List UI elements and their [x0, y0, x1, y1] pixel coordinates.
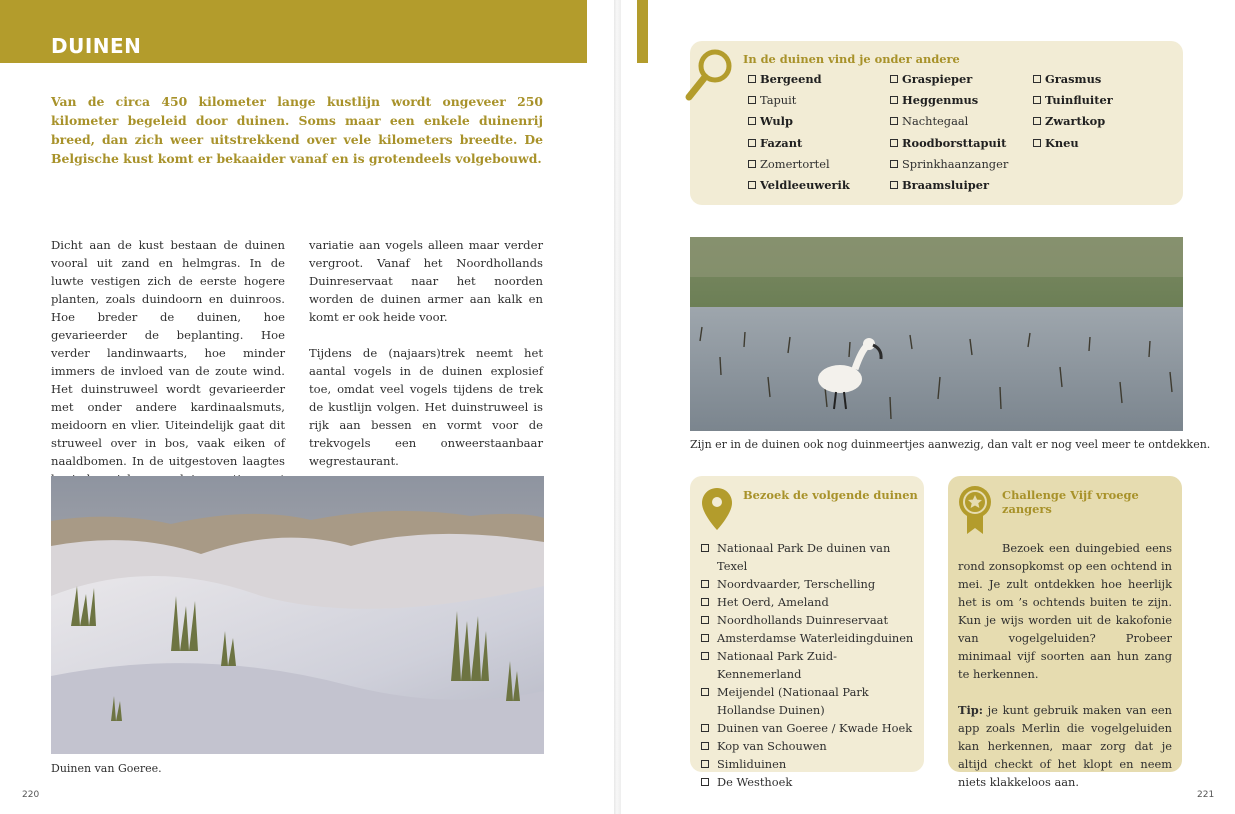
bird-name: Graspieper — [902, 72, 973, 86]
visit-item-label: Simliduinen — [717, 757, 787, 771]
checkbox-icon — [1033, 96, 1041, 104]
visit-box-title: Bezoek de volgende duinen — [743, 488, 918, 502]
intro-paragraph: Van de circa 450 kilometer lange kustlijn wordt ongeveer 250 kilometer begeleid door duinen. Soms maar een enkele duinenrij breed, dan zich weer uitstrekkend over vele kilometers breedte. De Belgische kust komt er bekaaider vanaf en is grotendeels volgebouwd. — [51, 94, 543, 166]
checkbox-icon — [701, 688, 709, 696]
checkbox-icon — [748, 96, 756, 104]
spoonbill-photo — [690, 237, 1183, 431]
checkbox-icon — [748, 181, 756, 189]
body-paragraph: Tijdens de (najaars)trek neemt het aantal vogels in de duinen explosief toe, omdat veel vogels tijdens de trek de kustlijn volgen. Het duinstruweel is rijk aan bessen en vormt voor de trekvogels een onweerstaanbaar wegrestaurant. — [309, 346, 543, 468]
bird-name: Zomertortel — [760, 156, 830, 171]
bird-checklist-item — [1033, 136, 1079, 150]
checkbox-icon — [701, 598, 709, 606]
magnifier-icon — [681, 46, 737, 102]
visit-list-item — [701, 773, 919, 791]
visit-list-item — [701, 575, 919, 593]
bird-name: Wulp — [760, 114, 793, 129]
dunes-photo — [51, 476, 544, 754]
checkbox-icon — [890, 75, 898, 83]
visit-item-label: De Westhoek — [717, 775, 793, 789]
visit-list-item — [701, 593, 919, 611]
tip-label: Tip: — [958, 703, 983, 717]
checkbox-icon — [701, 760, 709, 768]
visit-item-label: Het Oerd, Ameland — [717, 595, 829, 609]
birds-box-title: In de duinen vind je onder andere — [743, 52, 960, 66]
checkbox-icon — [1033, 117, 1041, 125]
bird-name: Kneu — [1045, 135, 1079, 150]
right-page — [621, 0, 1235, 814]
bird-checklist-item — [748, 136, 802, 150]
visit-list-item — [701, 683, 919, 719]
checkbox-icon — [701, 724, 709, 732]
visit-list-item — [701, 737, 919, 755]
challenge-tip — [958, 701, 1172, 791]
birds-box — [690, 41, 1183, 205]
visit-list-item — [701, 719, 919, 737]
visit-item-label: Amsterdamse Waterleidingduinen — [717, 631, 914, 645]
checkbox-icon — [748, 75, 756, 83]
visit-list-item — [701, 539, 919, 575]
body-paragraph: Dicht aan de kust bestaan de duinen vooral uit zand en helmgras. In de luwte vestigen zich de eerste hogere planten, zoals duindoorn en duinroos. Hoe breder de duinen, hoe gevarieerder de beplanting. Hoe verder landinwaarts, hoe minder immers de invloed van de zoute wind. Het duinstruweel wordt gevarieerder met onder andere kardinaalsmuts, meidoorn en vlier. Uiteindelijk gaat dit struweel over in bos, vaak eiken of naaldbomen. In de uitgestoven laagtes — [51, 238, 285, 468]
dunes-illustration — [51, 476, 544, 754]
body-paragraph: variatie aan vogels alleen maar verder vergroot. Vanaf het Noordhollands Duinreservaat naar het noorden worden de duinen armer aan kalk en komt er ook heide voor. — [309, 238, 543, 324]
visit-list-item — [701, 755, 919, 773]
bird-checklist-item — [1033, 72, 1101, 86]
bird-checklist-item — [748, 157, 830, 171]
visit-item-label: Nationaal Park De duinen van Texel — [717, 541, 891, 573]
checkbox-icon — [890, 96, 898, 104]
left-page — [0, 0, 614, 814]
bird-name: Tuinfluiter — [1045, 93, 1113, 108]
visit-list-item — [701, 611, 919, 629]
bird-name: Grasmus — [1045, 72, 1102, 86]
location-pin-icon — [700, 486, 734, 532]
bird-name: Fazant — [760, 135, 803, 150]
checkbox-icon — [890, 139, 898, 147]
page-title: DUINEN — [51, 34, 142, 58]
bird-name: Veldleeuwerik — [760, 178, 850, 192]
checkbox-icon — [890, 181, 898, 189]
bird-checklist-item — [1033, 93, 1113, 107]
checkbox-icon — [890, 160, 898, 168]
visit-list-item — [701, 629, 919, 647]
tip-text: je kunt gebruik maken van een app zoals Merlin die vogelgeluiden kan herkennen, maar zorg dat je altijd checkt of het klopt en neem niets klakkeloos aan. — [958, 703, 1172, 789]
photo-caption: Duinen van Goeree. — [51, 762, 162, 775]
challenge-paragraph: Bezoek een duingebied eens rond zonsopkomst op een ochtend in mei. Je zult ontdekken hoe heerlijk het is om ’s ochtends buiten te zijn. Kun je wijs worden uit de kakofonie van vogelgeluiden? Probeer minimaal vijf soorten aan hun zang te herkennen. — [958, 541, 1172, 681]
accent-stub — [637, 0, 648, 63]
bird-checklist-item — [748, 178, 850, 192]
visit-item-label: Kop van Schouwen — [717, 739, 827, 753]
bird-checklist-item — [890, 93, 978, 107]
visit-item-label: Duinen van Goeree / Kwade Hoek — [717, 721, 913, 735]
checkbox-icon — [748, 160, 756, 168]
spoonbill-illustration — [690, 237, 1183, 431]
body-column-2 — [309, 236, 543, 470]
visit-item-label: Noordhollands Duinreservaat — [717, 613, 889, 627]
bird-checklist-item — [890, 72, 972, 86]
checkbox-icon — [701, 742, 709, 750]
bird-checklist-item — [748, 72, 822, 86]
bird-name: Heggenmus — [902, 93, 979, 108]
bird-checklist-item — [890, 114, 968, 128]
checkbox-icon — [748, 139, 756, 147]
body-column-1 — [51, 236, 285, 506]
checkbox-icon — [701, 580, 709, 588]
bird-checklist-item — [748, 93, 796, 107]
page-number: 220 — [22, 790, 40, 800]
checkbox-icon — [1033, 139, 1041, 147]
checkbox-icon — [701, 544, 709, 552]
checkbox-icon — [890, 117, 898, 125]
bird-name: Sprinkhaanzanger — [902, 156, 1009, 171]
checkbox-icon — [701, 634, 709, 642]
award-badge-icon — [957, 484, 993, 536]
bird-checklist-item — [748, 114, 793, 128]
book-gutter — [614, 0, 621, 814]
challenge-box-title: Challenge Vijf vroege zangers — [1002, 488, 1139, 516]
bird-checklist-item — [890, 157, 1008, 171]
bird-checklist-item — [890, 136, 1006, 150]
challenge-text — [958, 539, 1172, 791]
bird-name: Bergeend — [760, 72, 822, 86]
bird-checklist-item — [1033, 114, 1105, 128]
visit-item-label: Noordvaarder, Terschelling — [717, 577, 876, 591]
checkbox-icon — [701, 778, 709, 786]
bird-name: Tapuit — [760, 93, 797, 108]
page-number: 221 — [1197, 790, 1215, 800]
bird-name: Braamsluiper — [902, 178, 990, 192]
bird-name: Nachtegaal — [902, 114, 969, 129]
bird-name: Roodborsttapuit — [902, 135, 1007, 150]
bird-name: Zwartkop — [1045, 114, 1106, 129]
photo-caption: Zijn er in de duinen ook nog duinmeertjes aanwezig, dan valt er nog veel meer te ontdekken. — [690, 438, 1211, 451]
checkbox-icon — [701, 652, 709, 660]
bird-checklist-item — [890, 178, 989, 192]
checkbox-icon — [748, 117, 756, 125]
visit-item-label: Nationaal Park Zuid-Kennemerland — [717, 649, 837, 681]
checkbox-icon — [1033, 75, 1041, 83]
visit-list-item — [701, 647, 919, 683]
visit-list — [701, 539, 919, 791]
visit-item-label: Meijendel (Nationaal Park Hollandse Duinen) — [717, 685, 869, 717]
checkbox-icon — [701, 616, 709, 624]
